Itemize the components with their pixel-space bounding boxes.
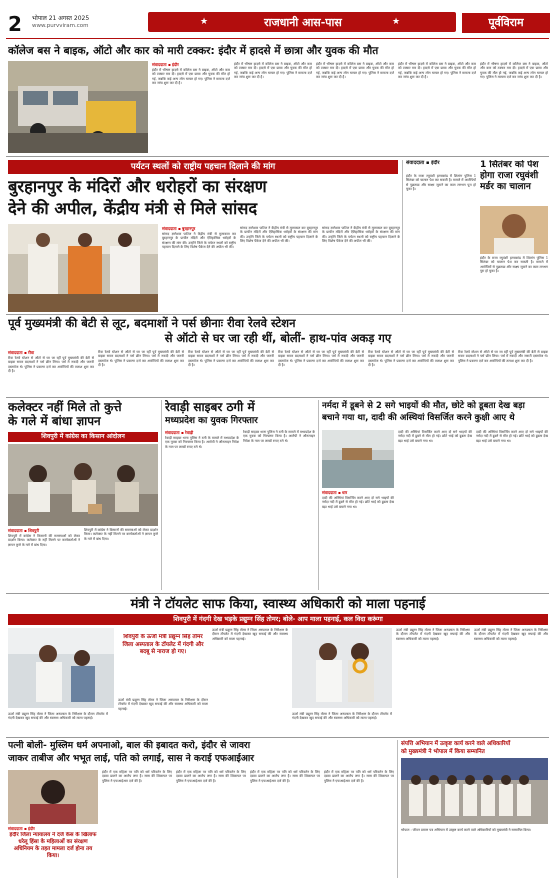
story5-body-col2: शिवपुरी में कांग्रेस ने किसानों की समस्याओं को लेकर प्रदर्शन किया। कलेक्टर के नहीं मिलने पर कार्यकर्ताओं ने ज्ञापन कुत्ते के गले में बांध दिया। [84, 528, 158, 541]
story5-headline-2: के गले में बांधा ज्ञापन [8, 414, 101, 428]
story9-headline-2: जाकर ताबीज और भभूत लाई, पति को लगाई, सास ने कराई एफआईआर [8, 753, 255, 764]
story9-body-col3: इंदौर में एक महिला पर पति को धर्म परिवर्तन के लिए दबाव डालने का आरोप लगा है। सास की शिकायत पर पुलिस ने एफआईआर दर्ज की है। [250, 770, 320, 783]
garland-photo [292, 628, 392, 708]
story7-body-col2: दादी की अस्थियां विसर्जित करने आए दो सगे भाइयों की नर्मदा नदी में डूबने से मौत हो गई। छोटे भाई को डूबता देख बड़ा भाई उसे बचाने गया था। [398, 430, 472, 443]
protest-photo [8, 444, 158, 526]
story4-headline-1: पूर्व मुख्यमंत्री की बेटी से लूट, बदमाशों ने पर्स छीनाः रीवा रेलवे स्टेशन [8, 316, 296, 330]
page-number: 2 [8, 12, 22, 36]
story6-byline: संवाददाता ▪ रेवाड़ी [165, 430, 194, 435]
story9-body: इंदौर में एक महिला पर पति को धर्म परिवर्तन के लिए दबाव डालने का आरोप लगा है। सास की शिकायत पर पुलिस ने एफआईआर दर्ज की है। [102, 770, 172, 783]
story5-byline: संवाददाता ▪ शिवपुरी [8, 528, 39, 533]
story8-body-col6: ऊर्जा मंत्री प्रद्युम्न सिंह तोमर ने जिला अस्पताल के निरीक्षण के दौरान टॉयलेट में गंदगी देखकर खुद सफाई की और स्वास्थ्य अधिकारी को माला पहनाई। [474, 628, 548, 641]
story1-byline: संवाददाता ▪ इंदौर [152, 62, 179, 67]
story10-headline-2: को मुख्यमंत्री ने भोपाल में किया सम्मानित [401, 749, 485, 755]
story5-headline-1: कलेक्टर नहीं मिले तो कुत्ते [8, 400, 122, 414]
story4-body-col4: रीवा रेलवे स्टेशन से ऑटो से घर जा रहीं पूर्व मुख्यमंत्री की बेटी से बाइक सवार बदमाशों ने पर्स छीन लिया। पर्स में नकदी और जरूरी दस्तावेज थे। पुलिस ने प्रकरण दर्ज कर आरोपियों की तलाश शुरू कर दी है। [278, 350, 364, 367]
story3-kicker: पर्यटन स्थलों को राष्ट्रीय पहचान दिलाने की मांग [130, 162, 276, 172]
date-line: भोपाल 21 अगस्त 2025 [32, 15, 90, 22]
hospital-photo [8, 628, 114, 708]
story9-body-col4: इंदौर में एक महिला पर पति को धर्म परिवर्तन के लिए दबाव डालने का आरोप लगा है। सास की शिकायत पर पुलिस ने एफआईआर दर्ज की है। [324, 770, 394, 783]
story3-headline-2: देने की अपील, केंद्रीय मंत्री से मिले सांसद [8, 199, 258, 218]
story6-headline-2: मध्यप्रदेश का युवक गिरफ्तार [165, 416, 258, 426]
story6-headline-1: रेवाड़ी साइबर ठगी में [165, 400, 255, 414]
story3-body-col3: सांसद ज्ञानेश्वर पाटिल ने केंद्रीय मंत्री से मुलाकात कर बुरहानपुर के प्राचीन मंदिरों और ऐतिहासिक धरोहरों के संरक्षण की मांग की। उन्होंने जिले के पर्यटन स्थलों को राष्ट्रीय पहचान दिलाने के लिए विशेष पैकेज देने की अपील भी की। [322, 226, 400, 243]
woman-portrait-photo [8, 770, 98, 824]
award-ceremony-photo [401, 758, 548, 824]
story3-photo [8, 224, 158, 312]
portrait-photo [480, 206, 548, 254]
masthead [0, 0, 555, 44]
story9-body-col2: इंदौर में एक महिला पर पति को धर्म परिवर्तन के लिए दबाव डालने का आरोप लगा है। सास की शिकायत पर पुलिस ने एफआईआर दर्ज की है। [176, 770, 246, 783]
story1-body-col5: इंदौर में भीषण हादसे में कॉलेज बस ने बाइक, ऑटो और कार को टक्कर मार दी। हादसे में एक छात्रा और युवक की मौत हो गई, जबकि कई अन्य लोग घायल हो गए। पुलिस ने मामला दर्ज कर जांच शुरू कर दी है। [480, 62, 548, 79]
story8-caption: शिवपुरी के ऊर्जा मंत्री प्रद्युम्न सिंह तोमर जिला अस्पताल के टॉयलेट में गंदगी और बदबू से नाराज हो गए। [122, 634, 204, 655]
story9-photo [8, 770, 98, 824]
accident-photo [8, 61, 148, 153]
story8-body-col3: ऊर्जा मंत्री प्रद्युम्न सिंह तोमर ने जिला अस्पताल के निरीक्षण के दौरान टॉयलेट में गंदगी देखकर खुद सफाई की और स्वास्थ्य अधिकारी को माला पहनाई। [212, 628, 288, 641]
story4-body-col2: रीवा रेलवे स्टेशन से ऑटो से घर जा रहीं पूर्व मुख्यमंत्री की बेटी से बाइक सवार बदमाशों ने पर्स छीन लिया। पर्स में नकदी और जरूरी दस्तावेज थे। पुलिस ने प्रकरण दर्ज कर आरोपियों की तलाश शुरू कर दी है। [98, 350, 184, 367]
story5-photo [8, 444, 158, 526]
meeting-photo [8, 224, 158, 312]
story2-headline: 1 सितंबर को पेश होगा राजा रघुवंशी मर्डर का चालान [480, 160, 539, 192]
story9-headline-1: पत्नी बोली- मुस्लिम धर्म अपनाओ, बाल की इबादत करो, इंदौर से जावरा [8, 740, 251, 751]
story5-body: शिवपुरी में कांग्रेस ने किसानों की समस्याओं को लेकर प्रदर्शन किया। कलेक्टर के नहीं मिलने पर कार्यकर्ताओं ने ज्ञापन कुत्ते के गले में बांध दिया। [8, 534, 80, 547]
story7-photo [322, 430, 394, 488]
story1-body-col4: इंदौर में भीषण हादसे में कॉलेज बस ने बाइक, ऑटो और कार को टक्कर मार दी। हादसे में एक छात्रा और युवक की मौत हो गई, जबकि कई अन्य लोग घायल हो गए। पुलिस ने मामला दर्ज कर जांच शुरू कर दी है। [398, 62, 476, 79]
story2-side-body: इंदौर के राजा रघुवंशी हत्याकांड में शिलांग पुलिस 1 सितंबर को चालान पेश कर सकती है। मामले में आरोपियों से पूछताछ और साक्ष्य जुटाने का काम लगभग पूरा हो चुका है। [406, 174, 476, 191]
story8-subhead: शिवपुरी में गंदगी देख भड़के प्रद्युम्न सिंह तोमर; बोले- आप माला पहनाई, कल विदा करूंगा [8, 614, 548, 625]
story8-body-col2: ऊर्जा मंत्री प्रद्युम्न सिंह तोमर ने जिला अस्पताल के निरीक्षण के दौरान टॉयलेट में गंदगी देखकर खुद सफाई की और स्वास्थ्य अधिकारी को माला पहनाई। [118, 698, 208, 711]
story1-photo [8, 61, 148, 153]
section-title: राजधानी आस-पास [264, 16, 342, 29]
story4-body: रीवा रेलवे स्टेशन से ऑटो से घर जा रहीं पूर्व मुख्यमंत्री की बेटी से बाइक सवार बदमाशों ने पर्स छीन लिया। पर्स में नकदी और जरूरी दस्तावेज थे। पुलिस ने प्रकरण दर्ज कर आरोपियों की तलाश शुरू कर दी है। [8, 356, 94, 373]
story7-byline: संवाददाता ▪ धार [322, 490, 348, 495]
story9-byline: संवाददाता ▪ इंदौर [8, 826, 35, 831]
story10-headline-1: संपत्ति अभियान में उत्कृष्ट कार्य करने वाले अधिकारियों [401, 741, 511, 747]
story10-photo [401, 758, 548, 824]
story3-headline-1: बुरहानपुर के मंदिरों और धरोहरों का संरक्षण [8, 177, 267, 196]
story1-body-col2: इंदौर में भीषण हादसे में कॉलेज बस ने बाइक, ऑटो और कार को टक्कर मार दी। हादसे में एक छात्रा और युवक की मौत हो गई, जबकि कई अन्य लोग घायल हो गए। पुलिस ने मामला दर्ज कर जांच शुरू कर दी है। [234, 62, 312, 79]
section-star-right: ★ [392, 17, 401, 27]
story3-byline: संवाददाता ▪ बुरहानपुर [162, 226, 196, 231]
story8-body-col5: ऊर्जा मंत्री प्रद्युम्न सिंह तोमर ने जिला अस्पताल के निरीक्षण के दौरान टॉयलेट में गंदगी देखकर खुद सफाई की और स्वास्थ्य अधिकारी को माला पहनाई। [396, 628, 470, 641]
story4-body-col3: रीवा रेलवे स्टेशन से ऑटो से घर जा रहीं पूर्व मुख्यमंत्री की बेटी से बाइक सवार बदमाशों ने पर्स छीन लिया। पर्स में नकदी और जरूरी दस्तावेज थे। पुलिस ने प्रकरण दर्ज कर आरोपियों की तलाश शुरू कर दी है। [188, 350, 274, 367]
story6-body-col2: रेवाड़ी साइबर थाना पुलिस ने ठगी के मामले में मध्यप्रदेश के एक युवक को गिरफ्तार किया है। आरोपी ने ऑनलाइन निवेश के नाम पर लाखों रुपए ठगे थे। [243, 430, 315, 443]
logo: पूर्वविराम [462, 13, 550, 33]
story2-small-headline: संवाददाता ▪ इंदौर [406, 160, 440, 166]
story3-body: सांसद ज्ञानेश्वर पाटिल ने केंद्रीय मंत्री से मुलाकात कर बुरहानपुर के प्राचीन मंदिरों और ऐतिहासिक धरोहरों के संरक्षण की मांग की। उन्होंने जिले के पर्यटन स्थलों को राष्ट्रीय पहचान दिलाने के लिए विशेष पैकेज देने की अपील भी की। [162, 232, 236, 249]
story6-body: रेवाड़ी साइबर थाना पुलिस ने ठगी के मामले में मध्यप्रदेश के एक युवक को गिरफ्तार किया है। आरोपी ने ऑनलाइन निवेश के नाम पर लाखों रुपए ठगे थे। [165, 436, 239, 449]
story1-body-col3: इंदौर में भीषण हादसे में कॉलेज बस ने बाइक, ऑटो और कार को टक्कर मार दी। हादसे में एक छात्रा और युवक की मौत हो गई, जबकि कई अन्य लोग घायल हो गए। पुलिस ने मामला दर्ज कर जांच शुरू कर दी है। [316, 62, 394, 79]
story8-photo-1 [8, 628, 114, 708]
story3-body-col2: सांसद ज्ञानेश्वर पाटिल ने केंद्रीय मंत्री से मुलाकात कर बुरहानपुर के प्राचीन मंदिरों और ऐतिहासिक धरोहरों के संरक्षण की मांग की। उन्होंने जिले के पर्यटन स्थलों को राष्ट्रीय पहचान दिलाने के लिए विशेष पैकेज देने की अपील भी की। [240, 226, 318, 243]
story9-caption: इंदौर जिला न्यायालय ने दर्ज केस के खिलाफ धरेलू हिंसा के महिलाओं का संरक्षण अधिनियम के तहत मामला दर्ज होना तय किया। [9, 832, 97, 859]
story2-body: इंदौर के राजा रघुवंशी हत्याकांड में शिलांग पुलिस 1 सितंबर को चालान पेश कर सकती है। मामले में आरोपियों से पूछताछ और साक्ष्य जुटाने का काम लगभग पूरा हो चुका है। [480, 256, 548, 273]
story1-body: इंदौर में भीषण हादसे में कॉलेज बस ने बाइक, ऑटो और कार को टक्कर मार दी। हादसे में एक छात्रा और युवक की मौत हो गई, जबकि कई अन्य लोग घायल हो गए। पुलिस ने मामला दर्ज कर जांच शुरू कर दी है। [152, 68, 230, 85]
story7-headline-1: नर्मदा में डूबने से 2 सगे भाइयों की मौत, छोटे को डूबता देख बड़ा [322, 401, 525, 411]
story7-body: दादी की अस्थियां विसर्जित करने आए दो सगे भाइयों की नर्मदा नदी में डूबने से मौत हो गई। छोटे भाई को डूबता देख बड़ा भाई उसे बचाने गया था। [322, 496, 394, 509]
story1-headline: कॉलेज बस ने बाइक, ऑटो और कार को मारी टक्कर: इंदौर में हादसे में छात्रा और युवक की मौत [8, 45, 379, 57]
website: www.purvviram.com [32, 23, 89, 29]
story4-byline: संवाददाता ▪ रीवा [8, 350, 34, 355]
story4-body-col6: रीवा रेलवे स्टेशन से ऑटो से घर जा रहीं पूर्व मुख्यमंत्री की बेटी से बाइक सवार बदमाशों ने पर्स छीन लिया। पर्स में नकदी और जरूरी दस्तावेज थे। पुलिस ने प्रकरण दर्ज कर आरोपियों की तलाश शुरू कर दी है। [458, 350, 548, 363]
story4-body-col5: रीवा रेलवे स्टेशन से ऑटो से घर जा रहीं पूर्व मुख्यमंत्री की बेटी से बाइक सवार बदमाशों ने पर्स छीन लिया। पर्स में नकदी और जरूरी दस्तावेज थे। पुलिस ने प्रकरण दर्ज कर आरोपियों की तलाश शुरू कर दी है। [368, 350, 454, 367]
story4-headline-2: से ऑटो से घर जा रही थीं, बोलीं- हाथ-पांव अकड़ गए [164, 331, 392, 345]
river-photo [322, 430, 394, 488]
story8-body-col4: ऊर्जा मंत्री प्रद्युम्न सिंह तोमर ने जिला अस्पताल के निरीक्षण के दौरान टॉयलेट में गंदगी देखकर खुद सफाई की और स्वास्थ्य अधिकारी को माला पहनाई। [292, 712, 392, 721]
story8-photo-2 [292, 628, 392, 708]
story10-caption: भोपाल : जीवन प्रमाण पत्र अभियान में उत्कृष्ट कार्य करने वाले अधिकारियों को मुख्यमंत्री ने सम्मानित किया। [401, 828, 532, 832]
story7-body-col3: दादी की अस्थियां विसर्जित करने आए दो सगे भाइयों की नर्मदा नदी में डूबने से मौत हो गई। छोटे भाई को डूबता देख बड़ा भाई उसे बचाने गया था। [476, 430, 548, 443]
story8-body: ऊर्जा मंत्री प्रद्युम्न सिंह तोमर ने जिला अस्पताल के निरीक्षण के दौरान टॉयलेट में गंदगी देखकर खुद सफाई की और स्वास्थ्य अधिकारी को माला पहनाई। [8, 712, 108, 721]
section-star-left: ★ [200, 17, 209, 27]
story5-subhead: शिवपुरी में कांग्रेस का किसान आंदोलन [8, 432, 158, 442]
story2-photo [480, 206, 548, 254]
story7-headline-2: बचाने गया था, दादी की अस्थियां विसर्जित करने कुक्षी आए थे [322, 413, 515, 423]
story8-headline: मंत्री ने टॉयलेट साफ किया, स्वास्थ्य अधिकारी को माला पहनाई [130, 597, 426, 612]
